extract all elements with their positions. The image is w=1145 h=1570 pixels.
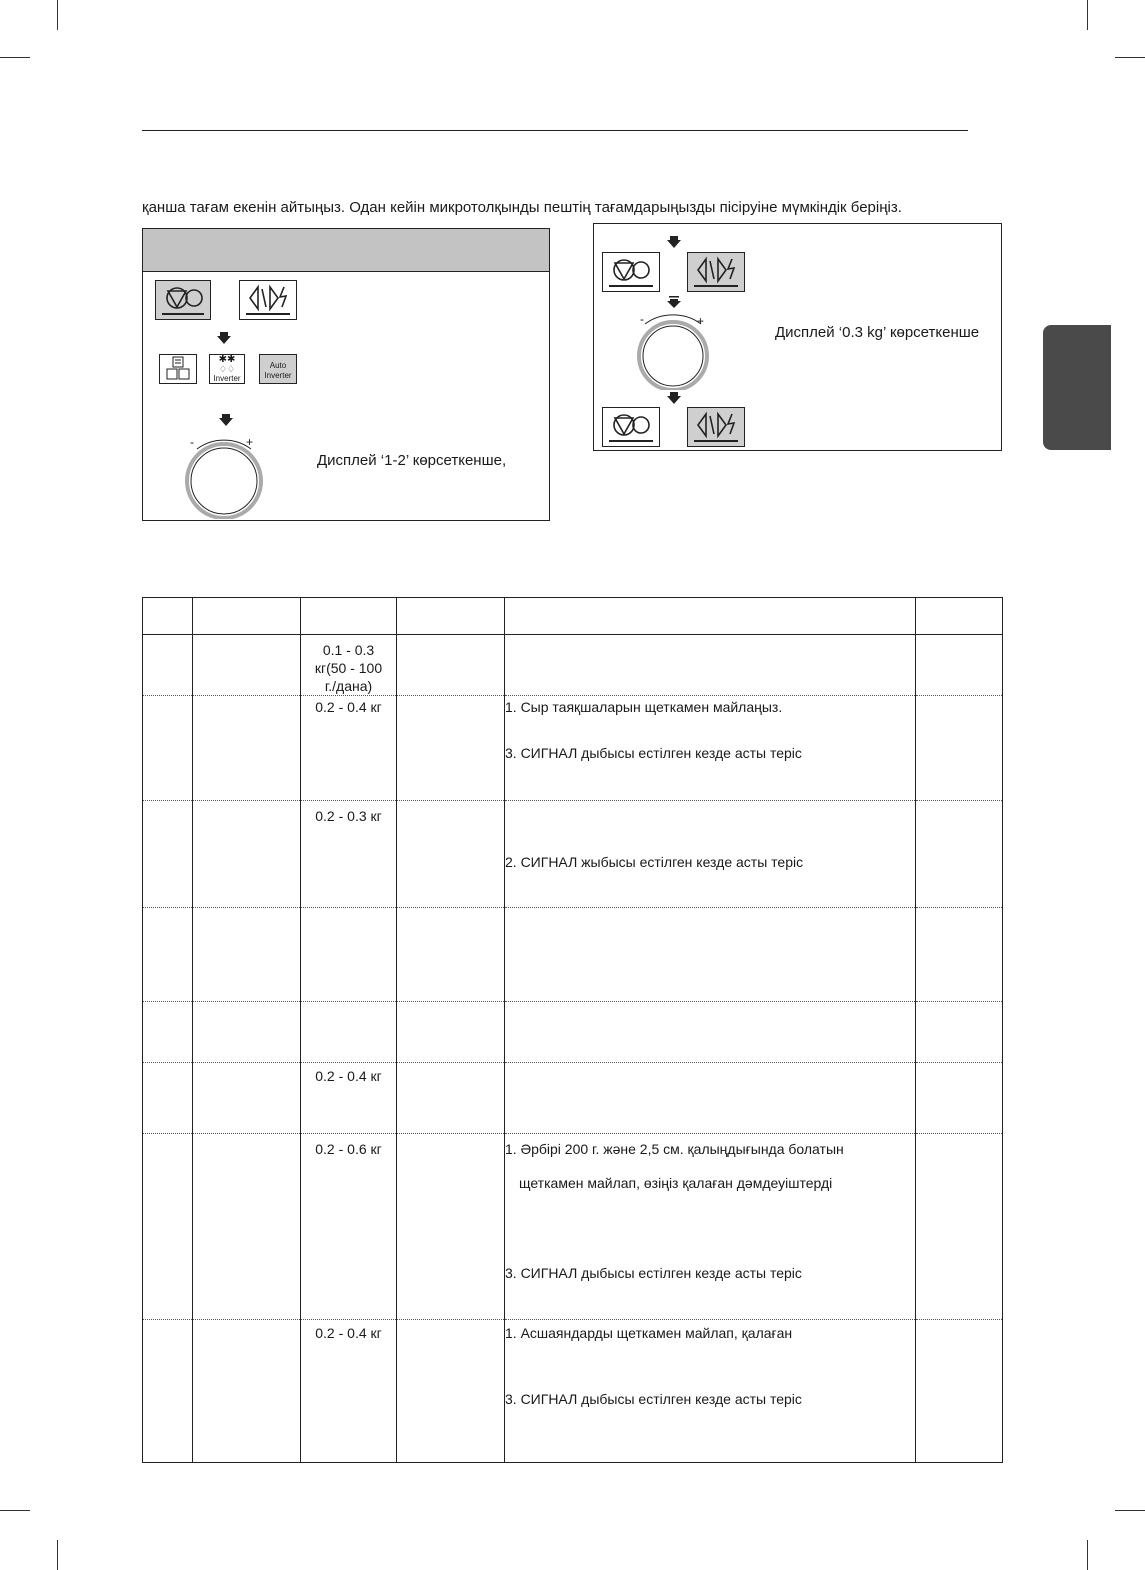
crop-mark — [0, 57, 30, 58]
table-row — [143, 1320, 1003, 1463]
weight-cell: 0.2 - 0.4 кг — [301, 1063, 397, 1134]
crop-mark — [1087, 0, 1088, 30]
instruction-line: щеткамен майлап, өзіңіз қалаған дәмдеуіштерді — [519, 1175, 833, 1191]
crop-mark — [57, 1540, 58, 1570]
instruction-line: 3. СИГНАЛ дыбысы естілген кезде асты теріс — [505, 1265, 802, 1281]
instruction-line: 1. Әрбірі 200 г. және 2,5 см. қалыңдығында болатын — [505, 1141, 844, 1157]
table-row — [143, 1063, 1003, 1134]
weight-cell: 0.2 - 0.6 кг — [301, 1134, 397, 1320]
down-arrow-icon — [667, 392, 681, 404]
down-arrow-icon — [667, 296, 681, 308]
table-row — [143, 1002, 1003, 1063]
dial-minus-sign: - — [190, 435, 194, 449]
instruction-cell — [505, 635, 916, 696]
table-row — [143, 908, 1003, 1002]
cooking-program-table — [142, 597, 1003, 1463]
crop-mark — [1115, 1510, 1145, 1511]
combi-button-icon — [602, 252, 660, 292]
table-row — [143, 635, 1003, 696]
down-arrow-icon — [667, 236, 681, 248]
microwave-button-icon — [239, 280, 297, 320]
table-row — [143, 801, 1003, 908]
right-box-caption: Дисплей ‘0.3 kg’ көрсеткенше — [775, 324, 980, 341]
auto-inverter-button — [259, 354, 297, 384]
instruction-line: 3. СИГНАЛ дыбысы естілген кезде асты теріс — [505, 745, 802, 761]
intro-text: қанша тағам екенін айтыңыз. Одан кейін микротолқынды пештің тағамдарыңызды пісіруіне мүмкіндік беріңіз. — [142, 199, 902, 216]
instruction-line: 1. Асшаяндарды щеткамен майлап, қалаған — [505, 1325, 793, 1341]
table-row — [143, 696, 1003, 801]
header-cell — [193, 598, 301, 635]
instruction-line — [505, 716, 915, 744]
instruction-line — [505, 825, 915, 853]
down-arrow-icon — [219, 414, 233, 426]
combi-button-icon — [155, 280, 211, 320]
instruction-cell — [505, 1320, 916, 1463]
weight-cell: 0.1 - 0.3 кг(50 - 100 г./дана) — [301, 635, 397, 696]
weight-cell — [301, 908, 397, 1002]
dial-plus-sign: + — [697, 314, 705, 328]
auto-inverter-label: Auto Inverter — [264, 361, 292, 380]
left-box-header — [143, 229, 549, 272]
instruction-line: 1. Сыр таяқшаларын щеткамен майлаңыз. — [505, 699, 783, 715]
instruction-cell — [505, 801, 916, 908]
instruction-cell — [505, 908, 916, 1002]
instruction-cell — [505, 696, 916, 801]
section-tab — [1043, 325, 1111, 450]
instruction-cell — [505, 1134, 916, 1320]
header-cell — [916, 598, 1003, 635]
crop-mark — [0, 1510, 30, 1511]
instruction-line: 2. СИГНАЛ жыбысы естілген кезде асты теріс — [505, 854, 804, 870]
header-cell — [505, 598, 916, 635]
instruction-line — [505, 807, 915, 825]
header-cell — [397, 598, 505, 635]
crop-mark — [1115, 57, 1145, 58]
inverter-label: Inverter — [213, 374, 241, 383]
instruction-line: 3. СИГНАЛ дыбысы естілген кезде асты теріс — [505, 1391, 802, 1407]
crop-mark — [57, 0, 58, 30]
instruction-cell — [505, 1063, 916, 1134]
drop-icon: ♢♢ — [218, 364, 236, 374]
dial-plus-sign: + — [246, 435, 254, 449]
snowflake-icon: ✱✱ — [218, 354, 236, 365]
crop-mark — [1087, 1540, 1088, 1570]
instruction-cell — [505, 1002, 916, 1063]
menu-button-icon — [159, 354, 197, 384]
weight-cell — [301, 1002, 397, 1063]
dial-knob-icon — [181, 429, 271, 519]
microwave-button-icon — [687, 407, 745, 447]
microwave-button-icon — [687, 252, 745, 292]
left-box-caption: Дисплей ‘1-2’ көрсеткенше, — [317, 452, 507, 469]
table-row — [143, 1134, 1003, 1320]
right-instruction-box — [593, 223, 1002, 451]
weight-cell: 0.2 - 0.4 кг — [301, 1320, 397, 1463]
dial-minus-sign: - — [640, 312, 644, 326]
header-rule — [142, 130, 968, 131]
header-cell — [301, 598, 397, 635]
left-instruction-box — [142, 228, 550, 521]
combi-button-icon — [602, 407, 660, 447]
weight-cell: 0.2 - 0.3 кг — [301, 801, 397, 908]
weight-cell: 0.2 - 0.4 кг — [301, 696, 397, 801]
table-header-row — [143, 598, 1003, 635]
down-arrow-icon — [217, 332, 231, 344]
inverter-defrost-button — [209, 354, 245, 384]
header-cell — [143, 598, 193, 635]
